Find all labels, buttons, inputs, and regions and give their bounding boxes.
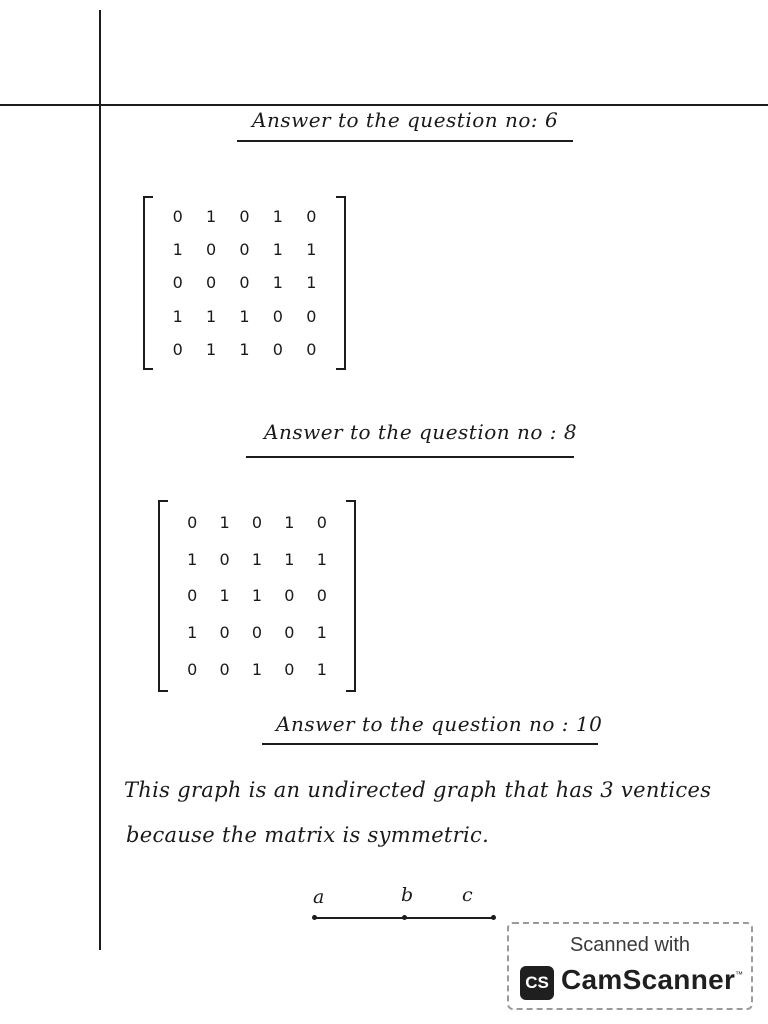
matrix-cell: 0 [219,623,230,643]
vertex-dot-b [402,915,407,920]
matrix-cell: 1 [251,549,263,569]
matrix-right-bracket [336,196,346,370]
matrix-cell: 0 [239,273,250,293]
heading-question-8: Answer to the question no : 8 [264,420,578,444]
matrix-cell: 1 [316,549,327,569]
matrix-cell: 0 [316,512,327,532]
matrix-cell: 1 [172,306,183,326]
matrix-cell: 1 [306,273,317,293]
matrix-cell: 0 [284,660,295,680]
watermark-caption: Scanned with [569,934,691,956]
matrix-question-8 [158,500,356,692]
matrix-cell: 1 [239,339,250,359]
matrix-cell: 0 [251,623,263,643]
vertex-dot-c [491,915,496,920]
matrix-cell: 0 [219,660,230,680]
matrix-grid [176,504,338,688]
matrix-cell: 0 [306,306,317,326]
matrix-left-bracket [158,500,168,692]
matrix-cell: 0 [272,339,283,359]
matrix-cell: 0 [272,306,283,326]
matrix-cell: 1 [219,512,230,532]
matrix-cell: 0 [172,273,183,293]
matrix-cell: 0 [219,549,230,569]
matrix-question-6 [143,196,346,370]
matrix-cell: 0 [206,240,217,260]
answer-text-line-2: because the matrix is symmetric. [126,823,490,847]
trademark-symbol: ™ [735,970,743,979]
vertex-label-a: a [313,886,325,908]
matrix-cell: 0 [206,273,217,293]
matrix-cell: 1 [316,660,327,680]
matrix-cell: 1 [219,586,230,606]
matrix-cell: 1 [172,240,183,260]
matrix-cell: 1 [272,273,283,293]
matrix-cell: 0 [316,586,327,606]
matrix-cell: 1 [272,240,283,260]
matrix-left-bracket [143,196,153,370]
matrix-cell: 1 [239,306,250,326]
matrix-cell: 1 [187,623,198,643]
matrix-cell: 1 [206,339,217,359]
matrix-cell: 0 [187,586,198,606]
matrix-cell: 1 [272,207,283,227]
vertex-dot-a [312,915,317,920]
heading-underline [246,456,574,458]
heading-question-6: Answer to the question no: 6 [252,108,559,132]
matrix-cell: 1 [284,549,295,569]
matrix-cell: 0 [172,339,183,359]
matrix-cell: 1 [187,549,198,569]
watermark-brand: CamScanner [561,964,736,995]
matrix-cell: 0 [306,207,317,227]
matrix-cell: 0 [187,660,198,680]
vertex-label-b: b [401,884,414,906]
matrix-right-bracket [346,500,356,692]
margin-horizontal-rule [0,104,768,106]
margin-vertical-rule [99,10,101,950]
heading-question-10: Answer to the question no : 10 [276,712,603,736]
answer-text-line-1: This graph is an undirected graph that has 3 ventices [124,778,712,802]
heading-underline [262,743,598,745]
matrix-cell: 1 [251,586,263,606]
heading-underline [237,140,573,142]
matrix-cell: 0 [284,586,295,606]
matrix-cell: 0 [284,623,295,643]
vertex-label-c: c [462,884,473,906]
matrix-cell: 0 [172,207,183,227]
matrix-cell: 1 [206,207,217,227]
matrix-grid [161,200,328,366]
matrix-cell: 1 [206,306,217,326]
matrix-cell: 1 [306,240,317,260]
matrix-cell: 1 [284,512,295,532]
camscanner-logo-icon: CS [520,966,554,1000]
matrix-cell: 0 [187,512,198,532]
matrix-cell: 1 [251,660,263,680]
matrix-cell: 0 [306,339,317,359]
matrix-cell: 0 [239,207,250,227]
camscanner-watermark [507,922,753,1010]
matrix-cell: 1 [316,623,327,643]
matrix-cell: 0 [251,512,263,532]
matrix-cell: 0 [239,240,250,260]
